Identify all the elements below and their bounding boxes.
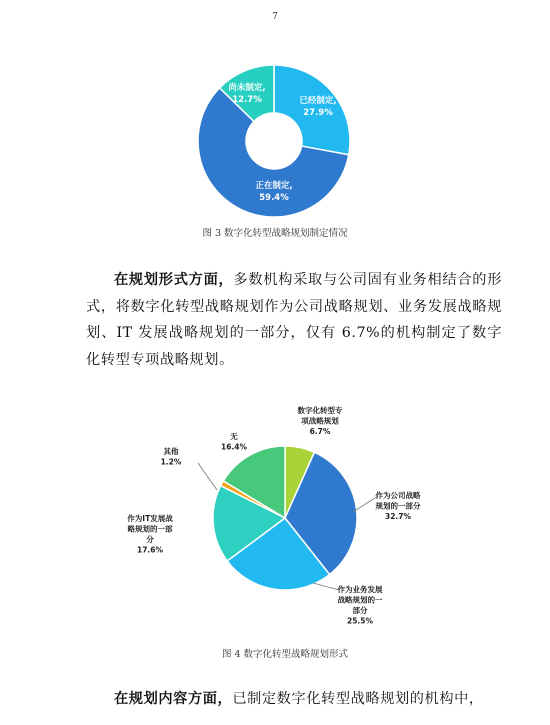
chart-strategy-form: [110, 400, 450, 645]
slice-label: 无 16.4%: [220, 432, 248, 452]
slice-label: 尚未制定, 12.7%: [228, 83, 266, 105]
paragraph-lead: 在规划内容方面，: [114, 691, 233, 707]
figure4-caption: 图 4 数字化转型战略规划形式: [221, 649, 349, 660]
slice-label: 作为IT发展战略规划的一部分 17.6%: [127, 514, 173, 555]
figure3-caption: 图 3 数字化转型战略规划制定情况: [202, 228, 348, 239]
chart-strategy-status: [190, 55, 370, 220]
leader-line: [353, 496, 378, 512]
paragraph-planning-content: [86, 686, 502, 713]
slice-label: 作为公司战略规划的一部分 32.7%: [375, 491, 421, 521]
slice-label: 已经制定, 27.9%: [299, 96, 337, 118]
paragraph-body: 多数机构采取与公司固有业务相结合的形式，将数字化转型战略规划作为公司战略规划、业务发展战略规划、IT 发展战略规划的一部分，仅有 6.7%的机构制定了数字化转型专项战略规划。: [86, 272, 502, 368]
paragraph-planning-form: [86, 267, 502, 373]
paragraph-lead: 在规划形式方面，: [114, 272, 234, 288]
page-number: 7: [272, 12, 278, 22]
slice-label: 作为业务发展战略规划的一部分 25.5%: [337, 585, 383, 626]
slice-label: 数字化转型专项战略规划 6.7%: [297, 406, 343, 436]
slice-label: 其他 1.2%: [160, 447, 182, 467]
slice-label: 正在制定, 59.4%: [255, 181, 293, 203]
leader-line: [313, 583, 339, 590]
paragraph-body: 已制定数字化转型战略规划的机构中，: [232, 691, 484, 707]
leader-line: [198, 463, 217, 490]
